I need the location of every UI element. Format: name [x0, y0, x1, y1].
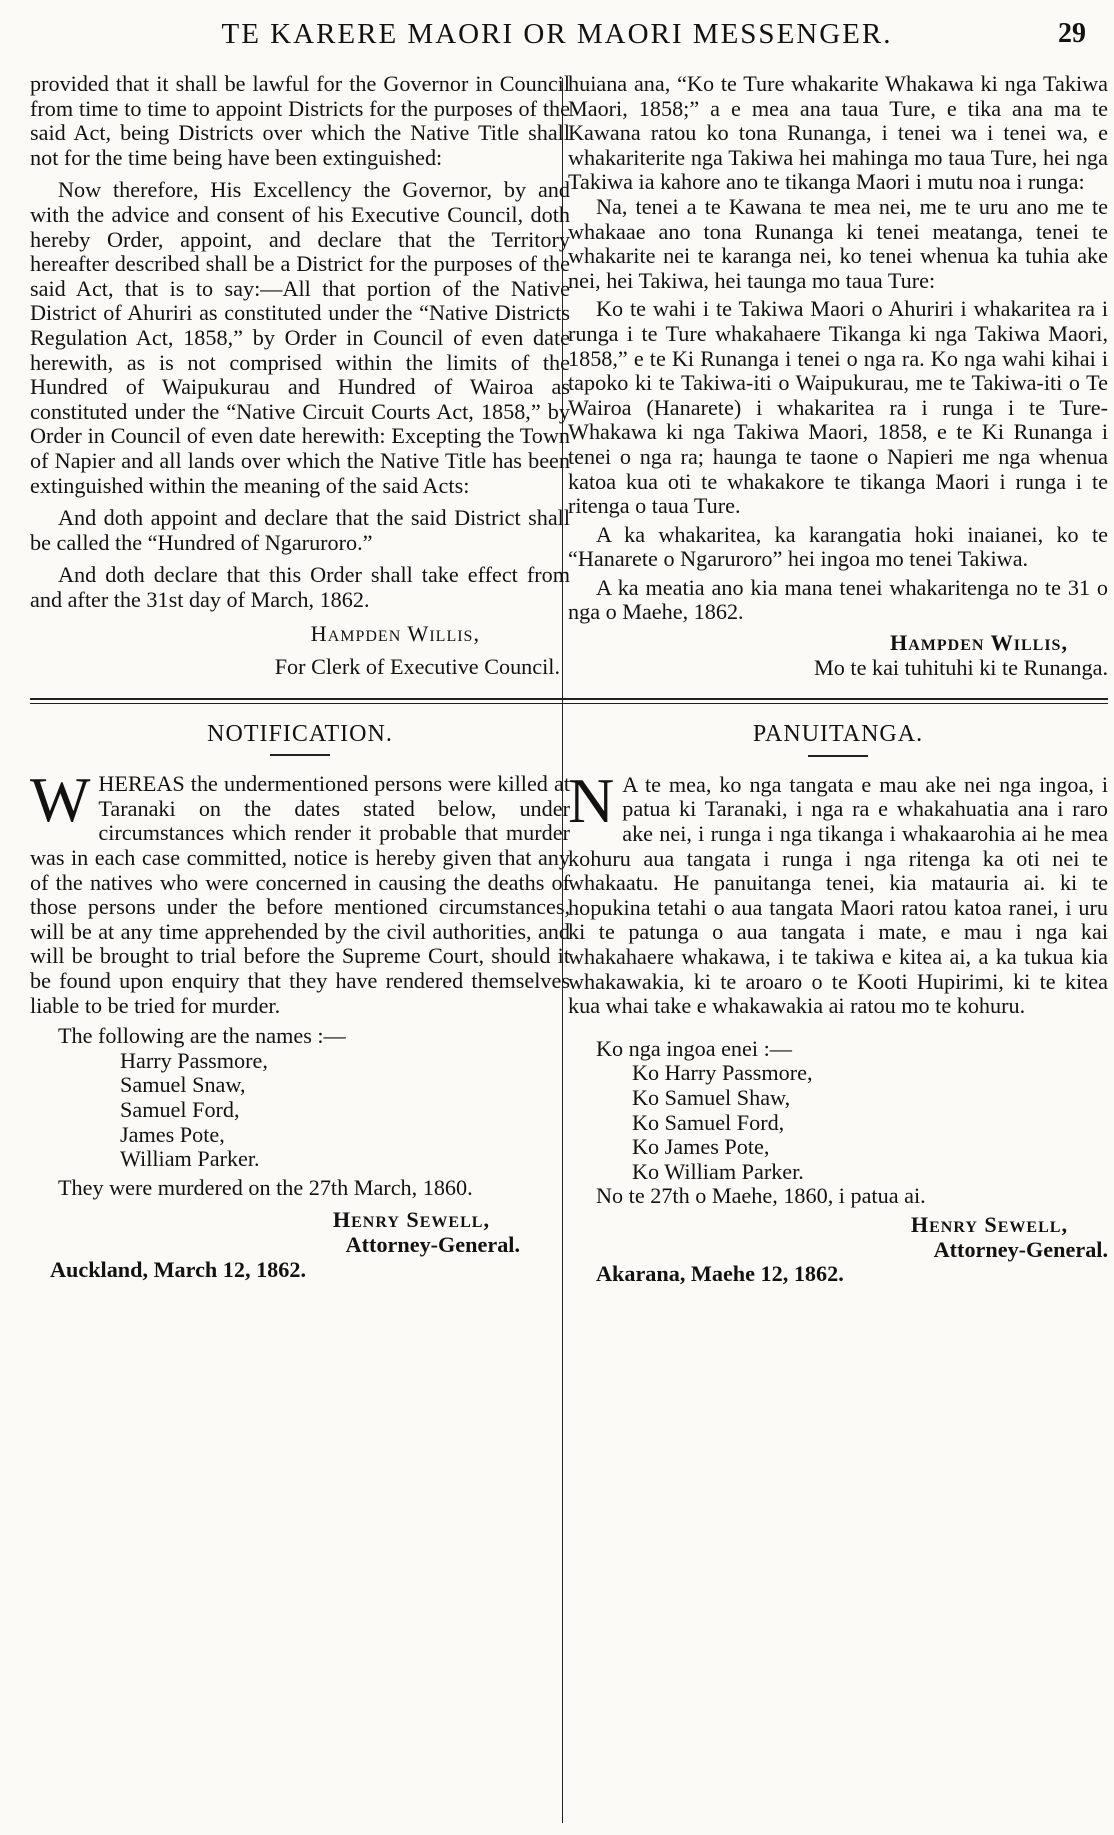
murder-date: No te 27th o Maehe, 1860, i patua ai.: [596, 1183, 926, 1209]
newspaper-title: TE KARERE MAORI OR MAORI MESSENGER.: [221, 18, 893, 50]
order-signature-name: Hampden Willis,: [310, 621, 480, 647]
order-paragraph: And doth appoint and declare that the said District shall be called the “Hundred of Ngaruroro.”: [30, 505, 570, 555]
notice-signature-name: Henry Sewell,: [910, 1211, 1068, 1237]
list-item: Ko James Pote,: [632, 1134, 770, 1160]
order-paragraph: A ka meatia ano kia mana tenei whakaritenga no te 31 o nga o Maehe, 1862.: [568, 574, 1108, 625]
names-intro: The following are the names :—: [58, 1023, 346, 1049]
drop-cap: N: [568, 764, 615, 836]
list-item: William Parker.: [120, 1146, 260, 1172]
notification-body: [30, 764, 570, 1018]
page-header: [0, 14, 1114, 54]
order-paragraph: Na, tenei a te Kawana te mea nei, me te uru ano me te whakaae ano tona Runanga ki tenei meatanga, tenei te whakarite nei te karanga nei, ko tenei whenua ka tuhia ake nei, hei Takiwa, hei taunga mo taua Ture:: [568, 193, 1108, 293]
order-signature-title: For Clerk of Executive Council.: [274, 654, 560, 680]
list-item: James Pote,: [120, 1121, 225, 1147]
list-item: Samuel Snaw,: [120, 1072, 246, 1098]
notification-body: [568, 764, 1108, 1019]
order-paragraph: And doth declare that this Order shall take effect from and after the 31st day of March, 1862.: [30, 562, 570, 612]
place-date: Akarana, Maehe 12, 1862.: [596, 1261, 844, 1287]
order-signature-name: Hampden Willis,: [889, 630, 1068, 656]
section-rule: [568, 698, 1108, 704]
notification-text: HEREAS the undermentioned persons were killed at Taranaki on the dates stated below, under circumstances which render it probable that murder was in each case committed, notice is hereby given that any of the natives who were concerned in causing the deaths of those persons under the before mentioned circumstances, will be at any time apprehended by the civil authorities, and will be brought to trial before the Supreme Court, should it be found upon enquiry that they have rendered themselves liable to be tried for murder.: [30, 771, 570, 1018]
place-date: Auckland, March 12, 1862.: [50, 1256, 307, 1282]
heading-rule: [270, 754, 330, 756]
order-paragraph: Ko te wahi i te Takiwa Maori o Ahuriri i whakaritea ra i runga i te Ture whakahaere Tikanga ki nga Takiwa Maori, 1858,” e te Ki Runanga i tenei o nga ra. Ko nga wahi kihai i tapoko ki te Takiwa-iti o Waipukurau, me te Takiwa-iti o Te Wairoa (Hanarete) i whakaritea ra i runga i te Ture-Whakawa ki nga Takiwa Maori, 1858, e te Ki Runanga i tenei o nga ra; haunga te taone o Napieri me nga whenua katoa kua oti te whakakore te tikanga Maori i runga i te ritenga o taua Ture.: [568, 296, 1108, 519]
notice-signature-title: Attorney-General.: [345, 1231, 520, 1257]
list-item: Harry Passmore,: [120, 1047, 268, 1073]
order-paragraph: provided that it shall be lawful for the Governor in Council from time to time to appoint Districts for the purposes of the said Act, being Districts over which the Native Title shall not for the time being have been extinguished:: [30, 71, 570, 170]
notice-signature-title: Attorney-General.: [933, 1236, 1108, 1262]
list-item: Samuel Ford,: [120, 1096, 240, 1122]
panuitanga-heading: PANUITANGA.: [752, 721, 924, 748]
notification-heading: NOTIFICATION.: [207, 720, 393, 747]
heading-rule: [808, 755, 868, 757]
list-item: Ko Samuel Ford,: [632, 1109, 785, 1135]
list-item: Ko Samuel Shaw,: [632, 1084, 791, 1110]
order-signature-title: Mo te kai tuhituhi ki te Runanga.: [814, 654, 1108, 680]
page-number: 29: [1058, 18, 1086, 49]
notice-signature-name: Henry Sewell,: [332, 1207, 490, 1233]
order-paragraph: Now therefore, His Excellency the Governor, by and with the advice and consent of his Executive Council, doth hereby Order, appoint, and declare that the Territory hereafter described shall be a District for the purposes of the said Act, that is to say:—All that portion of the Native District of Ahuriri as constituted under the “Native Districts Regulation Act, 1858,” by Order in Council of even date herewith, as is not comprised within the limits of the Hundred of Waipukurau and Hundred of Wairoa as constituted under the “Native Circuit Courts Act, 1858,” by Order in Council of even date herewith: Excepting the Town of Napier and all lands over which the Native Title has been extinguished within the meaning of the said Acts:: [30, 177, 570, 498]
section-rule: [30, 698, 570, 704]
names-list: [632, 1061, 1108, 1184]
order-paragraph: A ka whakaritea, ka karangatia hoki inaianei, ko te “Hanarete o Ngaruroro” hei ingoa mo tenei Takiwa.: [568, 521, 1108, 572]
names-list: [120, 1049, 570, 1172]
murder-date: They were murdered on the 27th March, 1860.: [58, 1174, 473, 1200]
names-intro: Ko nga ingoa enei :—: [596, 1035, 792, 1061]
maori-column: [568, 72, 1108, 1287]
drop-cap: W: [30, 764, 91, 836]
list-item: Ko William Parker.: [632, 1158, 804, 1184]
list-item: Ko Harry Passmore,: [632, 1060, 813, 1086]
notification-text: A te mea, ko nga tangata e mau ake nei nga ingoa, i patua ki Taranaki, i nga ra e whakahuatia ana i raro ake nei, i runga i nga tikanga i whakaarohia ai he mea kohuru aua tangata i runga i nga ritenga ka oti nei te whakaatu. He panuitanga tenei, kia matauria ai. ki te hopukina tetahi o aua tangata Maori ratou katoa ranei, i uru ki te patunga o aua tangata i mate, e mau i nga kai whakahaere whakawa, i te takiwa e kitea ai, a ka tukua kia whakawakia, ki te aroaro o te Kooti Hupirimi, ki te kitea kua whai take e whakawakia ai ratou mo te kohuru.: [568, 771, 1108, 1019]
english-column: [30, 72, 570, 1282]
order-paragraph: huiana ana, “Ko te Ture whakarite Whakawa ki nga Takiwa Maori, 1858;” a e mea ana taua Ture, e tika ana ma te Kawana ratou ko tona Runanga, i tenei wa i tenei wa, e whakariterite nga Takiwa hei mahinga mo taua Ture, hei nga Takiwa ia kahore ano te tikanga Maori i mutu noa i runga:: [568, 71, 1108, 195]
